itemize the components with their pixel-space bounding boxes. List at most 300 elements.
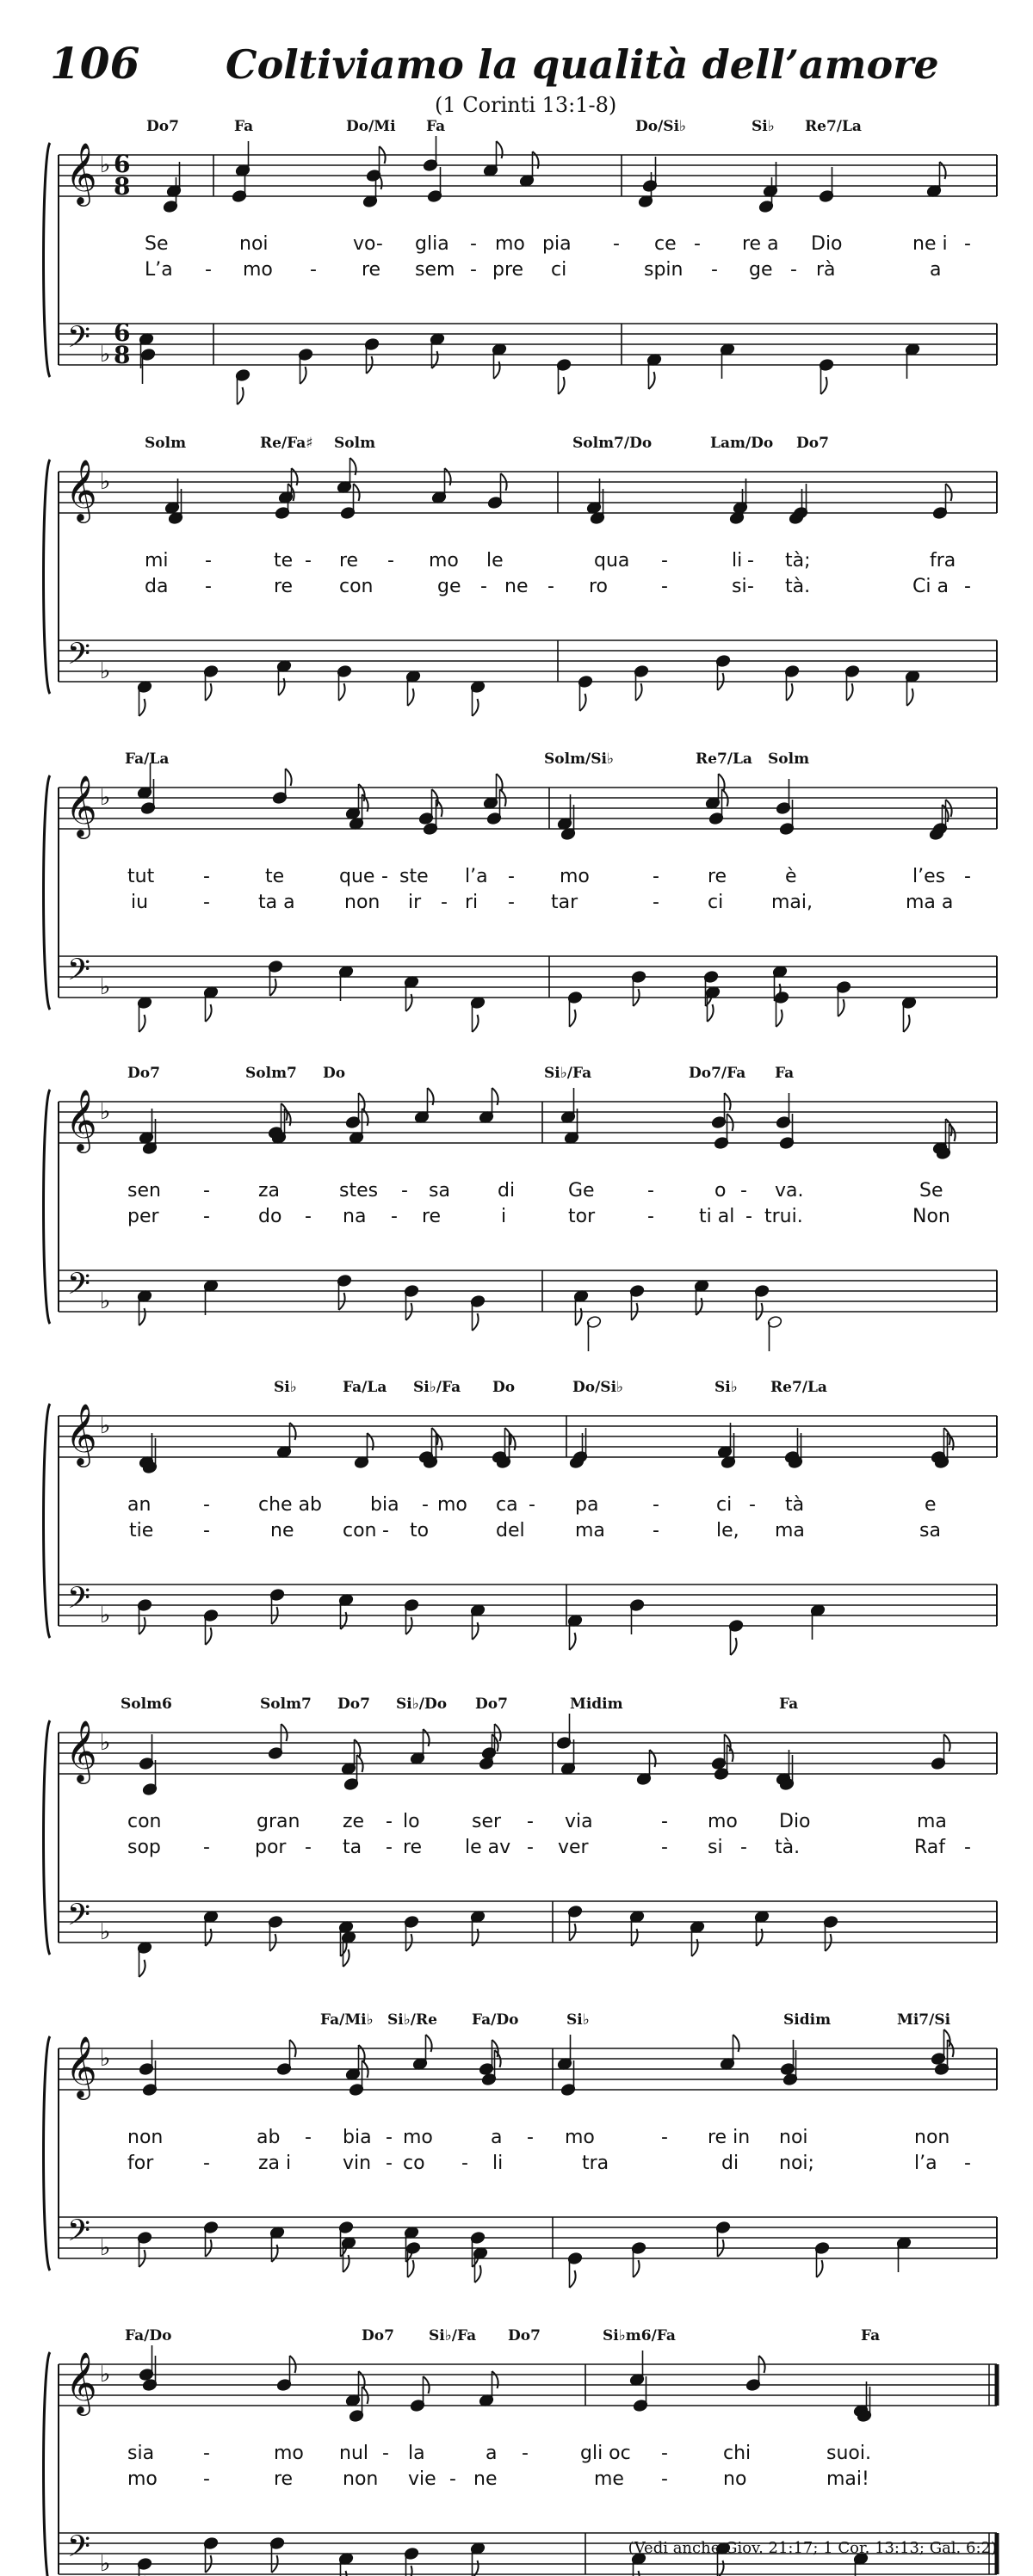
lyric-verse-1: pa [575,1494,599,1516]
note-flag [838,999,844,1016]
lyric-verse-1: qua [594,550,630,571]
lyric-verse-2: i [501,1206,507,1227]
chord-symbol: Midim [570,1696,623,1713]
lyric-verse-2: - [647,1206,654,1227]
note-flag [776,1010,782,1027]
lyric-verse-1: mi [145,550,169,571]
note-flag [636,683,642,701]
lyric-verse-1: ne i [912,233,948,255]
lyric-verse-1: mo [708,1811,738,1832]
key-signature-flat: ♭ [100,2235,111,2261]
chord-symbol: Si♭/Fa [429,2327,477,2344]
chord-symbol: Do7 [146,118,179,135]
lyric-verse-2: ne [473,2468,498,2490]
system-3 [44,751,998,1032]
lyric-verse-2: - [745,1206,752,1227]
lyric-verse-2: ver [558,1837,589,1858]
lyric-verse-1: ci [716,1494,733,1516]
note-flag [559,377,565,394]
chord-symbol: Fa [426,118,446,135]
note-flag [817,2260,823,2277]
note-flag [473,1929,479,1946]
lyric-verse-1: nul [339,2443,368,2464]
note-flag [341,2571,347,2576]
lyric-verse-1: noi [779,2127,808,2148]
lyric-verse-1: Se [145,233,169,255]
lyric-verse-1: mo [560,866,590,887]
lyric-verse-2: - [661,576,668,597]
lyric-verse-2: - [449,2468,456,2490]
note-flag [408,689,414,706]
song-number: 106 [50,38,140,89]
lyric-verse-2: - [480,576,487,597]
system-brace [44,1720,51,1955]
lyric-verse-2: - [203,1520,210,1541]
lyric-verse-2: noi; [779,2153,814,2174]
bass-clef-icon: 𝄢 [67,2213,91,2255]
time-signature-top: 6 [114,318,131,347]
lyric-verse-2: con [339,576,374,597]
note-flag [475,2265,481,2283]
key-signature-flat: ♭ [100,1603,111,1628]
system-6 [44,1696,998,1977]
lyric-verse-1: la [408,2443,425,2464]
chord-symbol: Si♭ [274,1379,297,1396]
lyric-verse-1: - [661,2127,668,2148]
system-4 [44,1065,998,1351]
lyric-verse-1: - [647,1180,654,1202]
system-brace [44,143,51,377]
chord-symbol: Do7 [475,1696,508,1713]
lyric-verse-2: ma a [906,892,954,913]
note-flag [632,1929,638,1946]
lyric-verse-2: - [203,1206,210,1227]
lyric-verse-2: ti al [699,1206,735,1227]
note-flag [428,1088,434,1105]
treble-clef-icon: 𝄞 [65,1402,97,1465]
lyric-verse-1: - [203,1180,210,1202]
treble-clef-icon: 𝄞 [65,774,97,837]
lyric-verse-1: - [205,550,212,571]
lyric-verse-2: da [145,576,169,597]
bass-clef-icon: 𝄢 [67,1266,91,1308]
lyric-verse-2: re [422,1206,442,1227]
note-flag [359,2371,365,2388]
lyric-verse-2: a [930,259,942,281]
scripture-reference: (1 Corinti 13:1-8) [435,93,617,117]
lyric-verse-2: con [343,1520,377,1541]
lyric-verse-2: - [205,576,212,597]
lyric-verse-1: mo [274,2443,304,2464]
lyric-verse-2: ta [343,1837,362,1858]
chord-symbol: Do7 [127,1065,160,1082]
lyric-verse-2: pre [492,259,524,281]
lyric-verse-1: lo [403,1811,420,1832]
note-flag [733,2035,739,2052]
chord-symbol: Fa/Do [472,2011,519,2029]
key-signature-flat: ♭ [100,342,111,368]
key-signature-flat: ♭ [100,152,111,178]
lyric-verse-2: vin [343,2153,372,2174]
note-flag [426,2035,432,2052]
lyric-verse-2: - [790,259,797,281]
note-flag [708,1004,714,1022]
lyric-verse-2: - [382,1520,389,1541]
lyric-verse-2: por [255,1837,287,1858]
lyric-verse-2: mai, [771,892,813,913]
system-brace [44,1404,51,1638]
lyric-verse-2: spin [644,259,684,281]
lyric-verse-1: gran [257,1811,300,1832]
lyric-verse-1: tut [127,866,155,887]
lyric-verse-2: - [747,576,754,597]
chord-symbol: Do7 [508,2327,541,2344]
key-signature-flat: ♭ [100,2362,111,2388]
bass-clef-icon: 𝄢 [67,2529,91,2571]
chord-symbol: Si♭m6/Fa [603,2327,676,2344]
lyric-verse-1: - [386,2127,393,2148]
lyric-verse-2: - [547,576,554,597]
lyric-verse-2: trui. [764,1206,803,1227]
lyric-verse-2: - [711,259,718,281]
note-flag [286,769,292,786]
lyric-verse-2: re [362,259,381,281]
lyric-verse-1: le [486,550,504,571]
lyric-verse-2: - [203,1837,210,1858]
lyric-verse-2: me [594,2468,624,2490]
lyric-verse-2: mo [243,259,273,281]
lyric-verse-1: a [486,2443,498,2464]
note-flag [821,377,827,394]
lyric-verse-1: e [925,1494,937,1516]
note-flag [473,1313,479,1331]
chord-symbol: Solm/Si♭ [544,751,615,768]
lyric-verse-2: ne [270,1520,294,1541]
key-signature-flat: ♭ [100,974,111,1000]
lyric-verse-2: to [410,1520,430,1541]
note-flag [533,151,539,169]
note-flag [279,678,285,695]
note-flag [343,2255,349,2272]
lyric-verse-1: stes [339,1180,379,1202]
lyric-verse-1: Se [919,1180,943,1202]
lyric-verse-2: - [661,2468,668,2490]
key-signature-flat: ♭ [100,658,111,684]
chord-symbol: Do [323,1065,346,1082]
note-flag [139,1960,145,1977]
lyric-verse-1: ser [472,1811,502,1832]
bass-clef-icon: 𝄢 [67,636,91,678]
lyric-verse-1: - [422,1494,429,1516]
lyric-verse-2: iu [131,892,149,913]
lyric-verse-2: - [386,2153,393,2174]
lyric-verse-2: non [344,892,380,913]
lyric-verse-1: - [661,550,668,571]
note-flag [206,683,212,701]
treble-clef-icon: 𝄞 [65,1719,97,1782]
note-flag [576,1308,582,1325]
key-signature-flat: ♭ [100,785,111,811]
lyric-verse-2: li [492,2153,504,2174]
lyric-verse-2: - [508,892,515,913]
lyric-verse-1: ste [399,866,429,887]
lyric-verse-1: l’es [912,866,946,887]
lyric-verse-1: - [386,1811,393,1832]
lyric-verse-2: - [391,1206,398,1227]
time-signature-bottom: 8 [114,172,131,201]
note-flag [139,1308,145,1325]
note-flag [570,1633,576,1650]
note-flag [300,367,306,384]
lyric-verse-2: ci [551,259,567,281]
chord-symbol: Fa/Do [125,2327,172,2344]
lyric-verse-1: ze [343,1811,365,1832]
lyric-verse-1: - [382,2443,389,2464]
chord-symbol: Solm [768,751,810,768]
note-flag [473,1622,479,1640]
note-flag [341,1612,347,1629]
chord-symbol: Re7/La [805,118,862,135]
lyric-verse-2: - [470,259,477,281]
lyric-verse-1: pia [542,233,572,255]
lyric-verse-2: Ci a [912,576,949,597]
lyric-verse-1: - [964,233,971,255]
lyric-verse-2: del [496,1520,525,1541]
lyric-verse-1: - [747,550,754,571]
chord-symbol: Do7/Fa [689,1065,746,1082]
chord-symbol: Do7 [362,2327,394,2344]
chord-symbol: Re7/La [696,751,752,768]
lyric-verse-1: sen [127,1180,161,1202]
note-flag [696,1298,702,1315]
footer-references: (Vedi anche Giov. 21:17; 1 Cor. 13:13; Gal. 6:2) [628,2539,997,2557]
chord-symbol: Fa [234,118,254,135]
lyric-verse-2: le, [716,1520,739,1541]
note-flag [424,1729,430,1746]
lyric-verse-2: - [203,892,210,913]
note-flag [497,774,503,791]
lyric-verse-2: sem [415,259,455,281]
lyric-verse-1: - [203,1494,210,1516]
lyric-verse-2: ma [775,1520,805,1541]
lyric-verse-1: - [529,1494,535,1516]
lyric-verse-1: sia [127,2443,155,2464]
note-flag [362,1109,368,1126]
note-flag [940,162,946,179]
lyric-verse-1: li [732,550,743,571]
note-flag [359,2045,365,2062]
chord-symbol: Fa [775,1065,795,1082]
lyric-verse-1: ce [654,233,677,255]
lyric-verse-1: - [694,233,701,255]
chord-symbol: Do7 [337,1696,370,1713]
lyric-verse-2: l’a [914,2153,937,2174]
chord-symbol: Si♭ [566,2011,590,2029]
note-flag [787,683,793,701]
chord-symbol: Re7/La [770,1379,827,1396]
lyric-verse-1: re [339,550,359,571]
lyric-verse-1: ab [257,2127,281,2148]
note-flag [731,1638,737,1655]
chord-symbol: Do/Si♭ [572,1379,624,1396]
key-signature-flat: ♭ [100,2551,111,2576]
chord-symbol: Fa/Mi♭ [320,2011,374,2029]
treble-clef-icon: 𝄞 [65,1088,97,1151]
note-flag [206,1929,212,1946]
lyric-verse-2: - [310,259,317,281]
lyric-verse-2: le av [465,1837,511,1858]
lyric-verse-1: bia [343,2127,372,2148]
lyric-verse-1: che ab [258,1494,323,1516]
lyric-verse-2: - [964,1837,971,1858]
chord-symbol: Solm6 [121,1696,172,1713]
note-flag [355,1739,361,1757]
system-brace [44,460,51,694]
lyric-verse-1: - [527,2127,534,2148]
note-flag [494,361,500,379]
lyric-verse-2: L’a [145,259,173,281]
lyric-verse-2: ge [437,576,461,597]
note-flag [238,387,244,405]
lyric-verse-2: re [403,1837,423,1858]
lyric-verse-2: tà. [785,576,811,597]
note-flag [362,794,368,812]
lyric-verse-1: a [491,2127,503,2148]
lyric-verse-1: - [661,1811,668,1832]
lyric-verse-1: tà; [785,550,811,571]
chord-symbol: Si♭/Fa [544,1065,592,1082]
note-flag [650,1750,656,1767]
note-flag [206,1004,212,1022]
note-flag [432,351,438,368]
lyric-verse-2: - [461,2153,468,2174]
lyric-verse-2: - [740,1837,747,1858]
lyric-verse-2: do [258,1206,282,1227]
lyric-verse-1: gli oc [580,2443,631,2464]
lyric-verse-1: sa [429,1180,450,1202]
treble-clef-icon: 𝄞 [65,458,97,521]
chord-symbol: Si♭ [752,118,775,135]
treble-clef-icon: 𝄞 [65,2351,97,2413]
lyric-verse-2: - [386,1837,393,1858]
lyric-verse-2: - [203,2153,210,2174]
lyric-verse-1: mo [403,2127,433,2148]
lyric-verse-1: - [470,233,477,255]
note-flag [649,372,655,389]
lyric-verse-2: tra [582,2153,609,2174]
chord-symbol: Sidim [783,2011,832,2029]
chord-symbol: Lam/Do [710,435,774,452]
key-signature-flat: ♭ [100,1730,111,1756]
note-flag [904,1015,910,1032]
note-flag [634,2571,640,2576]
song-title: Coltiviamo la qualità dell’amore [226,41,939,88]
lyric-verse-1: re [708,866,727,887]
lyric-verse-1: - [653,866,659,887]
system-5 [44,1379,998,1655]
system-brace [44,2352,51,2576]
note-flag [408,2260,414,2277]
time-signature-bottom: 8 [114,341,131,369]
lyric-verse-2: non [343,2468,379,2490]
key-signature-flat: ♭ [100,1413,111,1439]
lyric-verse-2: - [441,892,448,913]
lyric-verse-2: - [653,1520,659,1541]
note-flag [206,1628,212,1645]
lyric-verse-1: chi [723,2443,752,2464]
lyric-verse-1: suoi. [826,2443,871,2464]
lyric-verse-2: mo [127,2468,158,2490]
note-flag [497,141,503,158]
key-signature-flat: ♭ [100,469,111,495]
lyric-verse-2: Non [912,1206,950,1227]
note-flag [339,683,345,701]
note-flag [757,1929,763,1946]
note-flag [634,2260,640,2277]
system-brace [44,775,51,1010]
lyric-verse-2: sop [127,1837,161,1858]
lyric-verse-1: non [127,2127,164,2148]
chord-symbol: Solm7 [260,1696,312,1713]
lyric-verse-1: glia [415,233,449,255]
lyric-verse-1: vo- [353,233,383,255]
lyric-verse-1: Ge [568,1180,595,1202]
chord-symbol: Si♭/Re [387,2011,437,2029]
lyric-verse-1: non [914,2127,950,2148]
lyric-verse-2: re [274,576,294,597]
note-flag [580,694,586,711]
lyric-verse-2: for [127,2153,154,2174]
lyric-verse-1: mo [565,2127,595,2148]
lyric-verse-2: si [708,1837,723,1858]
treble-clef-icon: 𝄞 [65,141,97,204]
treble-clef-icon: 𝄞 [65,2035,97,2097]
lyric-verse-2: - [527,1837,534,1858]
lyric-verse-1: te [265,866,285,887]
lyric-verse-1: - [749,1494,756,1516]
lyric-verse-2: re [274,2468,294,2490]
note-flag [368,1433,374,1450]
lyric-verse-1: - [387,550,394,571]
lyric-verse-1: via [565,1811,593,1832]
lyric-verse-2: - [964,576,971,597]
lyric-verse-2: mai! [826,2468,869,2490]
lyric-verse-2: no [723,2468,747,2490]
lyric-verse-2: ro [589,576,609,597]
lyric-verse-2: na [343,1206,367,1227]
lyric-verse-1: - [661,2443,668,2464]
lyric-verse-1: è [785,866,797,887]
lyric-verse-2: ma [575,1520,605,1541]
lyric-verse-1: ma [917,1811,947,1832]
note-flag [139,699,145,716]
lyric-verse-1: va. [775,1180,804,1202]
lyric-verse-2: vie [408,2468,436,2490]
lyric-verse-1: - [508,866,515,887]
lyric-verse-2: si [732,576,747,597]
lyric-verse-2: rà [816,259,836,281]
note-flag [692,1939,698,1956]
note-flag [907,689,913,706]
note-flag [847,683,853,701]
lyric-verse-2: ta a [258,892,295,913]
lyric-verse-2: tà. [775,1837,801,1858]
lyric-verse-1: - [527,1811,534,1832]
chord-symbol: Fa/La [125,751,170,768]
lyric-verse-1: re a [742,233,779,255]
note-flag [350,458,356,475]
note-flag [492,1088,498,1105]
